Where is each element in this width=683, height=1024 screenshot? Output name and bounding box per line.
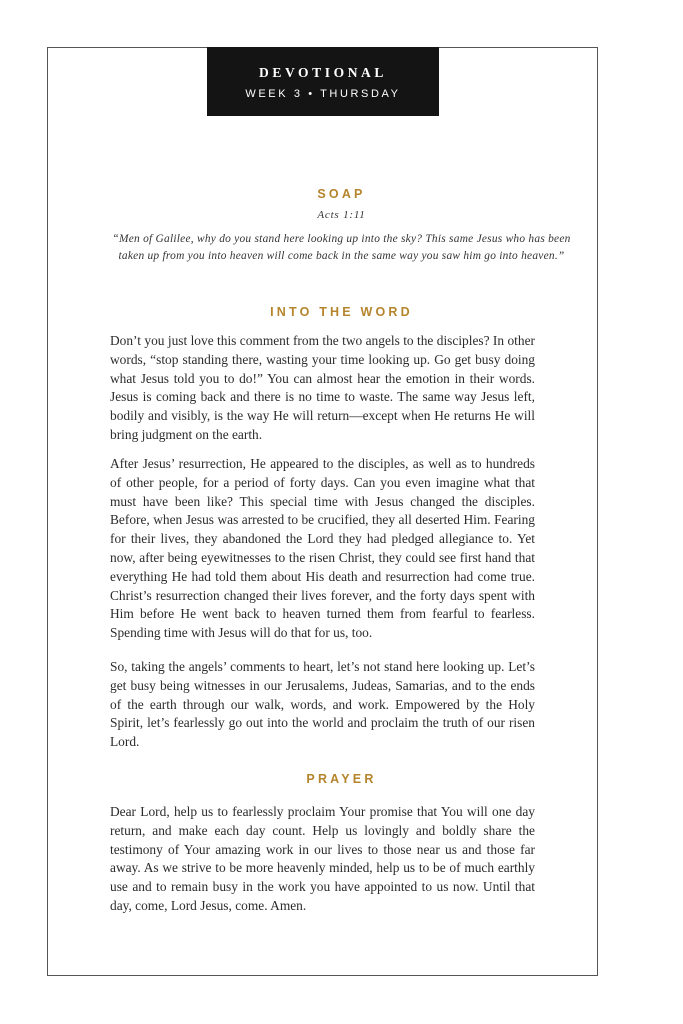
soap-heading: SOAP [317, 187, 366, 201]
into-the-word-paragraph-3: So, taking the angels’ comments to heart, let’s not stand here looking up. Let’s get busy being witnesses in our Jerusalems, Judeas, Samarias, and to the ends of the earth through our walk, words, and work. Empowered by the Holy Spirit, let’s fearlessly go out into the world and proclaim the truth of our risen Lord. [110, 659, 535, 750]
into-the-word-heading: INTO THE WORD [270, 305, 413, 319]
prayer-heading: PRAYER [306, 772, 377, 786]
header-title: DEVOTIONAL [259, 65, 387, 80]
header-subtitle: WEEK 3 • THURSDAY [245, 88, 401, 100]
prayer-text: Dear Lord, help us to fearlessly proclaim Your promise that You will one day return, and make each day count. Help us lovingly and boldly share the testimony of Your amazing work in our lives to those near us and those far away. As we strive to be more heavenly minded, help us to be of much earthly use and to remain busy in the work you have appointed to us now. Until that day, come, Lord Jesus, come. Amen. [110, 804, 535, 913]
scripture-reference: Acts 1:11 [317, 209, 366, 221]
devotional-header [207, 47, 439, 116]
into-the-word-paragraph-2: After Jesus’ resurrection, He appeared to the disciples, as well as to hundreds of other people, for a period of forty days. Can you even imagine what that must have been like? This special time with Jesus changed the disciples. Before, when Jesus was arrested to be crucified, they all deserted Him. Fearing for their lives, they abandoned the Lord they had pledged allegiance to. Yet now, after being eyewitnesses to the risen Christ, they could see first hand that everything He had told them about His death and resurrection had come true. Christ’s resurrection changed their lives forever, and the forty days spent with Him before He went back to heaven turned them from fearful to fearless. Spending time with Jesus will do that for us, too. [110, 456, 535, 641]
scripture-verse: “Men of Galilee, why do you stand here looking up into the sky? This same Jesus who has been taken up from you into heaven will come back in the same way you saw him go into heaven.” [112, 233, 571, 263]
into-the-word-paragraph-1: Don’t you just love this comment from the two angels to the disciples? In other words, “stop standing there, wasting your time looking up. Go get busy doing what Jesus told you to do!” You can almost hear the emotion in their words. Jesus is coming back and there is no time to waste. The same way Jesus left, bodily and visibly, is the way He will return—except when He returns He will bring judgment on the earth. [110, 333, 535, 442]
